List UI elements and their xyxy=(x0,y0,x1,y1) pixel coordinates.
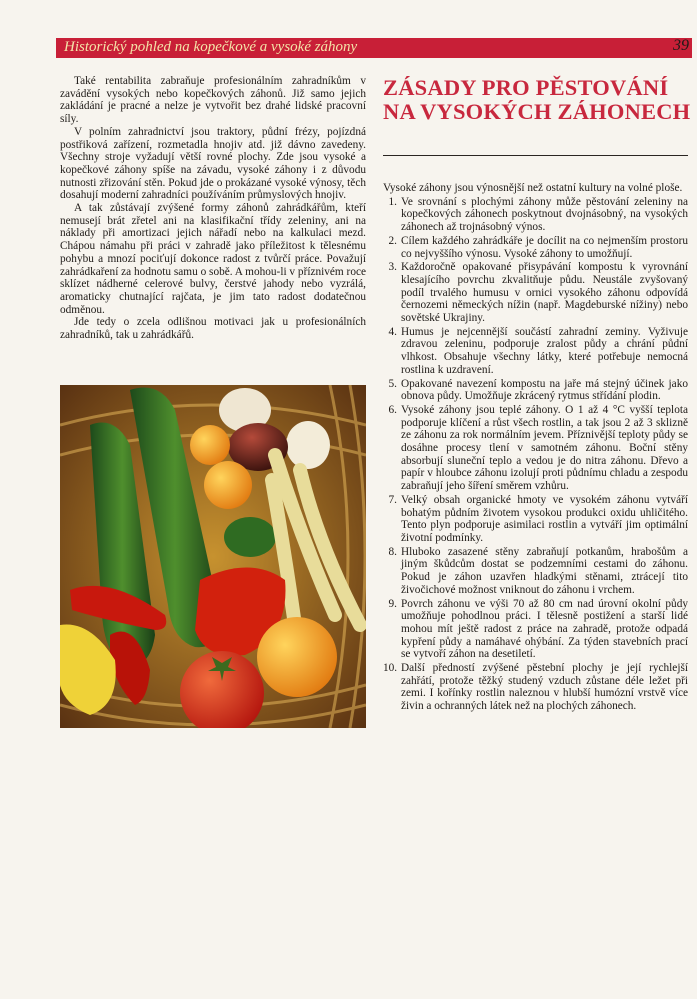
paragraph: Jde tedy o zcela odlišnou motivaci jak u profesionálních zahradníků, tak u zahrádkářů. xyxy=(60,316,366,342)
intro-paragraph: Vysoké záhony jsou výnosnější než ostatní kultury na volné ploše. xyxy=(383,182,683,194)
list-item-number: 8. xyxy=(388,545,397,558)
section-title xyxy=(383,75,691,124)
page-number xyxy=(637,37,697,55)
list-item-text: Další předností zvýšené pěstební plochy je její rychlejší zahřátí, protože těžký studený vzduch zůstane déle ležet při zemi. I kořínky rostlin naleznou v hlubší humózní vrstvě více živin a ochranných látek než na plochých záhonech. xyxy=(401,662,688,713)
list-item-text: Velký obsah organické hmoty ve vysokém záhonu vytváří bohatým půdním životem vysokou produkci oxidu uhličitého. Tento plyn podporuje asimilaci rostlin a vytváří jim optimální životní podmínky. xyxy=(401,493,688,544)
section-title-line: ZÁSADY PRO PĚSTOVÁNÍ xyxy=(383,75,669,100)
vegetable-basket-illustration xyxy=(60,385,366,728)
list-item xyxy=(383,326,688,377)
paragraph: Také rentabilita zabraňuje profesionálním zahradníkům v zavádění vysokých nebo kopečkových záhonů. Již samo jejich zakládání je pracné a nelze je vytvořit bez drahé lidské pracovní síly. xyxy=(60,75,366,126)
list-item-text: Ve srovnání s plochými záhony může pěstování zeleniny na kopečkových záhonech poskytnout dvojnásobný, na vysokých záhonech až trojnásobný výnos. xyxy=(401,195,688,234)
list-item-text: Hluboko zasazené stěny zabraňují potkanům, hrabošům a jiným škůdcům dostat se podzemními cestami do záhonu. Pokud je záhon uzavřen hladkými stěnami, ztrácejí tito živočichové možnost vniknout do záhonu i vrchem. xyxy=(401,545,688,596)
list-item-number: 5. xyxy=(388,377,397,390)
list-item-text: Cílem každého zahrádkáře je docílit na co nejmenším prostoru co nejvyššího výnosu. Vysoké záhony to umožňují. xyxy=(401,234,688,260)
list-item-number: 4. xyxy=(388,325,397,338)
list-item xyxy=(383,546,688,597)
list-item-text: Povrch záhonu ve výši 70 až 80 cm nad úrovní okolní půdy umožňuje pohodlnou práci. I tělesně postižení a starší lidé mohou mít ještě radost z práce na zahradě, protože odpadá kypření půdy a namáhavé ohýbání. Za týden stavebních prací se vytvoří záhon na desetiletí. xyxy=(401,597,688,661)
page-number-text: 39 xyxy=(673,37,689,54)
paragraph: A tak zůstávají zvýšené formy záhonů zahrádkářům, kteří nemusejí brát zřetel ani na klasifikační třídy zeleniny, ani na náklady při amortizaci jejich nářadí nebo na kalkulaci mezd. Chápou námahu při práci v zahradě jako příležitost k tělesnému pohybu a mnozí pociťují dokonce radost z tvůrčí práce. Považují zahrádkaření za hodnotu samu o sobě. A mohou-li v příznivém roce sklízet nádherné celerové bulvy, čerstvé jahody nebo vyzrálá, aromaticky chutnající rajčata, je jim tato radost dodatečnou odměnou. xyxy=(60,202,366,316)
list-item xyxy=(383,404,688,493)
title-divider xyxy=(383,155,688,156)
list-item xyxy=(383,662,688,713)
list-item-text: Vysoké záhony jsou teplé záhony. O 1 až 4 °C vyšší teplota podporuje klíčení a růst všech rostlin, a tak jsou 2 až 3 sklizně ze záhonu za rok normálním jevem. Příznivější teploty půdy se dosáhne procesy tlení v samotném záhonu. Boční stěny absorbují sluneční teplo a vedou je do nitra záhonu. Dřevo a papír v hloubce záhonu izolují proti půdnímu chladu a zespodu zabraňují jeho šíření směrem vzhůru. xyxy=(401,403,688,493)
list-item-number: 2. xyxy=(388,234,397,247)
list-item-text: Opakované navezení kompostu na jaře má stejný účinek jako obnova půdy. Umožňuje zkrácený rytmus střídání plodin. xyxy=(401,377,688,403)
list-item xyxy=(383,494,688,545)
running-header-bar xyxy=(56,38,692,58)
list-item xyxy=(383,378,688,403)
list-item-number: 1. xyxy=(388,195,397,208)
principles-list xyxy=(383,196,688,713)
list-item-text: Humus je nejcennější součástí zahradní zeminy. Vyživuje zdravou zeleninu, podporuje zralost půdy a chrání půdní vlhkost. Obsahuje všechny látky, které potřebuje nemocná rostlina k uzdravení. xyxy=(401,325,688,376)
list-item xyxy=(383,196,688,234)
list-item-number: 7. xyxy=(388,493,397,506)
left-column xyxy=(60,75,366,342)
list-item-number: 9. xyxy=(388,597,397,610)
list-item-number: 6. xyxy=(388,403,397,416)
running-header-title: Historický pohled na kopečkové a vysoké záhony xyxy=(64,39,358,55)
paragraph: V polním zahradnictví jsou traktory, půdní frézy, pojízdná postřiková zařízení, rozmetadla hnojiv atd. již dávno zavedeny. Všechny stroje vyžadují větší rovné plochy. Zde jsou vysoké a kopečkové záhony spíše na závadu, vysoké záhony i z důvodu nutnosti zřizování stěn. Pokud jde o prokázané vysoké výnosy, těch dosahují moderní zahradníci používáním průmyslových hnojiv. xyxy=(60,125,366,202)
list-item xyxy=(383,598,688,662)
right-column xyxy=(383,75,691,713)
vegetable-basket-photo xyxy=(60,385,366,728)
list-item xyxy=(383,261,688,325)
list-item-text: Každoročně opakované přisypávání kompostu k vyrovnání klesajícího povrchu zkvalitňuje půdu. Neustále zvyšovaný podíl trvalého humusu v ornici vysokého záhonu odpovídá černozemi německých nížin (např. Magdeburské nížiny) nebo sovětské Ukrajiny. xyxy=(401,261,688,325)
list-item xyxy=(383,235,688,260)
section-title-line: NA VYSOKÝCH ZÁHONECH xyxy=(383,98,691,124)
list-item-number: 10. xyxy=(383,662,398,675)
list-item-number: 3. xyxy=(388,261,397,274)
